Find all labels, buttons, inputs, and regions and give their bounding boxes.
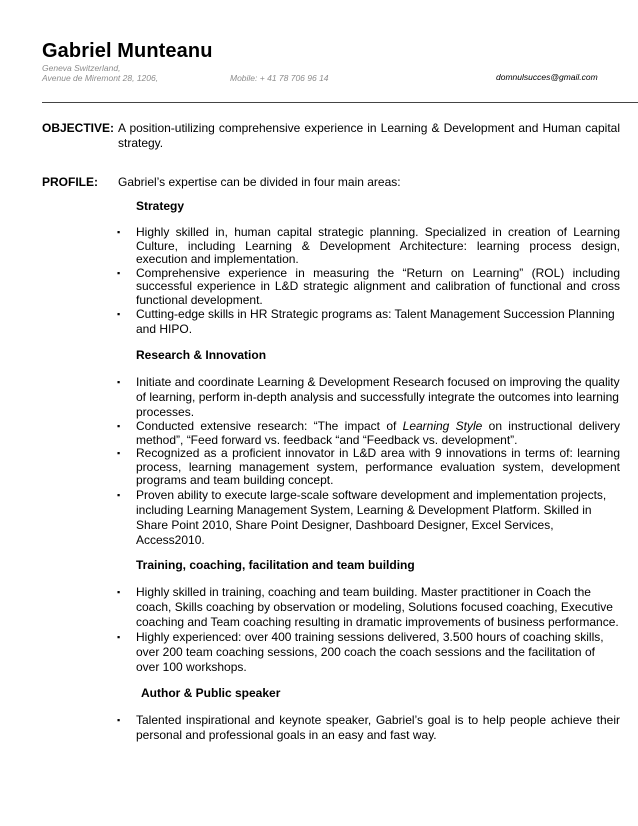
section-heading-training: Training, coaching, facilitation and team building xyxy=(136,558,415,572)
objective-text: A position-utilizing comprehensive experience in Learning & Development and Human capital strategy. xyxy=(118,121,620,150)
bullet-marker: ▪ xyxy=(117,448,121,458)
list-item: ▪ Conducted extensive research: “The impact of Learning Style on instructional delivery method”, “Feed forward vs. feedback “and “Feedback vs. development”. xyxy=(117,419,620,447)
header-divider xyxy=(42,102,638,103)
list-item: ▪ Cutting-edge skills in HR Strategic programs as: Talent Management Succession Planning and HIPO. xyxy=(117,307,615,336)
profile-label: PROFILE: xyxy=(42,175,98,189)
contact-address: Avenue de Miremont 28, 1206, xyxy=(42,73,159,83)
bullet-marker: ▪ xyxy=(117,632,121,642)
list-item: ▪ Highly experienced: over 400 training sessions delivered, 3.500 hours of coaching skills, over 200 team coaching sessions, 200 coach the coach sessions and the facilitation of over 100 workshops. xyxy=(117,630,604,674)
list-item: ▪ Comprehensive experience in measuring the “Return on Learning” (ROL) including successful experience in L&D strategic alignment and calibration of functional and cross functional development. xyxy=(117,265,620,307)
bullet-marker: ▪ xyxy=(117,377,121,387)
list-item: ▪ Proven ability to execute large-scale software development and implementation projects, including Learning Management System, Learning & Development Platform. Skilled in Share Point 2010, Share Point Designer, Dashboard Designer, Excel Services, Access2010. xyxy=(117,487,607,547)
candidate-name: Gabriel Munteanu xyxy=(42,40,213,62)
list-item: ▪ Recognized as a proficient innovator in L&D area with 9 innovations in terms of: learning process, learning management system, performance evaluation system, development programs and team building concept. xyxy=(117,446,620,487)
bullet-marker: ▪ xyxy=(117,587,121,597)
contact-email[interactable]: domnulsucces@gmail.com xyxy=(496,72,598,82)
training-list xyxy=(0,585,620,675)
section-heading-author: Author & Public speaker xyxy=(141,686,281,700)
list-item: ▪ Initiate and coordinate Learning & Development Research focused on improving the quality of learning, perform in-depth analysis and successfully integrate the outcomes into learning processes. xyxy=(117,375,620,419)
section-heading-strategy: Strategy xyxy=(136,199,185,213)
strategy-list xyxy=(0,226,620,337)
author-list xyxy=(0,713,620,743)
bullet-marker: ▪ xyxy=(117,489,121,500)
objective-label: OBJECTIVE: xyxy=(42,121,115,135)
list-item: ▪ Highly skilled in, human capital strategic planning. Specialized in creation of Learning Culture, including Learning & Development Architecture: learning process design, execution and implementation. xyxy=(117,225,620,266)
list-item: ▪ Highly skilled in training, coaching and team building. Master practitioner in Coach the coach, Skills coaching by observation or modeling, Solutions focused coaching, Executive coaching and Team coaching resulting in dramatic improvements of business performance. xyxy=(117,585,619,629)
bullet-marker: ▪ xyxy=(117,309,121,319)
contact-mobile: Mobile: + 41 78 706 96 14 xyxy=(230,73,329,83)
bullet-marker: ▪ xyxy=(117,421,121,431)
bullet-marker: ▪ xyxy=(117,227,121,237)
research-list xyxy=(0,375,620,548)
section-heading-research: Research & Innovation xyxy=(136,348,267,362)
bullet-marker: ▪ xyxy=(117,715,121,725)
profile-intro: Gabriel’s expertise can be divided in four main areas: xyxy=(118,175,401,189)
bullet-marker: ▪ xyxy=(117,267,121,278)
list-item: ▪ Talented inspirational and keynote speaker, Gabriel’s goal is to help people achieve their personal and professional goals in an easy and fast way. xyxy=(117,713,620,742)
contact-city: Geneva Switzerland, xyxy=(42,63,121,73)
